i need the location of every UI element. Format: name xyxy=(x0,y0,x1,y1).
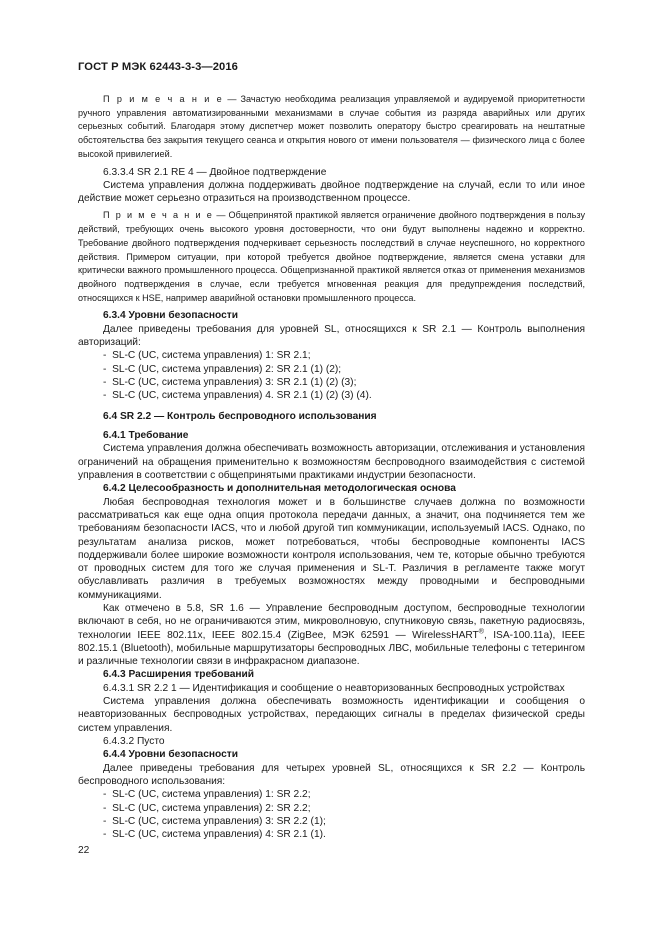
section-6-4-1-heading: 6.4.1 Требование xyxy=(103,430,189,442)
note-text: — Зачастую необходима реализация управляемой и аудируемой приоритетности ручного управления автоматизированными механизмами в случае события из разряда аварийных или других серьезных событий. Благодаря этому диспетчер может позволить оператору быстро среагировать на нештатные обстоятельства без закрытия текущего сеанса и открытия нового от имени пользователя — физического лица с более высокой привилегией. xyxy=(78,94,585,159)
section-6-4-2-text-wireless: Как отмечено в 5.8, SR 1.6 — Управление беспроводным доступом, беспроводные технологии включают в себя, но не ограничиваются этим, микроволновую, спутниковую связь, пакетную радиосвязь, технологии IEEE 802.11x, IEEE 802.15.4 (ZigBee, МЭК 62591 — WirelessHART®, ISA-100.11a), IEEE 802.15.1 (Bluetooth), мобильные маршрутизаторы беспроводных ЛВС, мобильные телефоны с тетерингом и различные технологии связи в инфракрасном диапазоне. xyxy=(78,603,585,668)
section-6-4-4-text: Далее приведены требования для четырех уровней SL, относящихся к SR 2.2 — Контроль беспроводного использования: xyxy=(78,762,585,787)
section-6-3-4-heading: 6.3.4 Уровни безопасности xyxy=(103,310,239,322)
list-item: - SL-C (UC, система управления) 1: SR 2.1; xyxy=(103,350,311,362)
list-item: - SL-C (UC, система управления) 4: SR 2.1 (1). xyxy=(103,829,326,841)
list-item: - SL-C (UC, система управления) 3: SR 2.1 (1) (2) (3); xyxy=(103,377,357,389)
section-6-4-2-text: Любая беспроводная технология может и в большинстве случаев должна по возможности рассматриваться как еще одна опция протокола передачи данных, а значит, она подчиняется тем же требованиям безопасности IACS, что и любой другой тип коммуникации, используемый IACS. Однако, по результатам анализа рисков, может потребоваться, чтобы беспроводные компоненты IACS поддерживали более широкие возможности контроля использования, чем те, которые обычно требуются от проводных систем для того же случая применения и SL-T. Различия в регламенте также могут обуславливать различия в требуемых возможностях между проводными и беспроводными коммуникациями. xyxy=(78,496,585,601)
section-6-3-3-4-heading: 6.3.3.4 SR 2.1 RE 4 — Двойное подтверждение xyxy=(103,166,327,178)
section-6-4-3-1-text: Система управления должна обеспечивать возможность идентификации и сообщения о неавторизованных беспроводных устройствах, передающих сигналы в пределах физической среды систем управления. xyxy=(78,696,585,734)
note-text: — Общепринятой практикой является ограничение двойного подтверждения в пользу действий, требующих очень высокого уровня достоверности, что они будут выполнены надежно и корректно. Требование двойного подтверждения подчеркивает серьезность последствий в случае неуспешного, но корректного действия. Примером ситуации, при которой требуется двойное подтверждение, является смена уставки для критически важного промышленного процесса. Общепризнанной практикой является отказ от применения механизмов двойного подтверждения в случае, если требуется мгновенная реакция для предупреждения последствий, относящихся к HSE, например аварийной остановки промышленного процесса. xyxy=(78,210,585,303)
section-6-3-3-4-text: Система управления должна поддерживать двойное подтверждение на случай, если то или иное действие может серьезно отразиться на производственном процессе. xyxy=(78,179,585,205)
section-6-4-2-heading: 6.4.2 Целесообразность и дополнительная методологическая основа xyxy=(103,483,456,495)
section-6-4-3-2-heading: 6.4.3.2 Пусто xyxy=(103,735,165,747)
list-item: - SL-C (UC, система управления) 2: SR 2.2; xyxy=(103,802,311,814)
note-paragraph xyxy=(78,93,585,162)
section-6-4-3-1-heading: 6.4.3.1 SR 2.2 1 — Идентификация и сообщение о неавторизованных беспроводных устройствах xyxy=(103,682,565,694)
section-6-4-3-heading: 6.4.3 Расширения требований xyxy=(103,669,255,681)
list-item: - SL-C (UC, система управления) 2: SR 2.1 (1) (2); xyxy=(103,363,342,375)
note-label: П р и м е ч а н и е xyxy=(103,94,224,104)
page-content xyxy=(78,93,585,842)
list-item: - SL-C (UC, система управления) 4. SR 2.1 (1) (2) (3) (4). xyxy=(103,390,372,402)
note-label: П р и м е ч а н и е xyxy=(103,210,214,221)
section-6-4-heading: 6.4 SR 2.2 — Контроль беспроводного использования xyxy=(103,410,377,422)
page-number: 22 xyxy=(78,845,90,856)
page-header-title: ГОСТ Р МЭК 62443-3-3—2016 xyxy=(78,61,239,73)
list-item: - SL-C (UC, система управления) 1: SR 2.2; xyxy=(103,789,311,801)
list-item: - SL-C (UC, система управления) 3: SR 2.2 (1); xyxy=(103,815,326,827)
section-6-4-1-text: Система управления должна обеспечивать возможность авторизации, отслеживания и установления ограничений на обращения применительно к возможностям беспроводного взаимодействия с системой управления в соответствии с общепринятыми практиками индустрии безопасности. xyxy=(78,443,585,482)
section-6-4-4-heading: 6.4.4 Уровни безопасности xyxy=(103,749,239,761)
section-6-3-4-text: Далее приведены требования для уровней SL, относящихся к SR 2.1 — Контроль выполнения авторизаций: xyxy=(78,323,585,348)
note-paragraph xyxy=(78,209,585,305)
